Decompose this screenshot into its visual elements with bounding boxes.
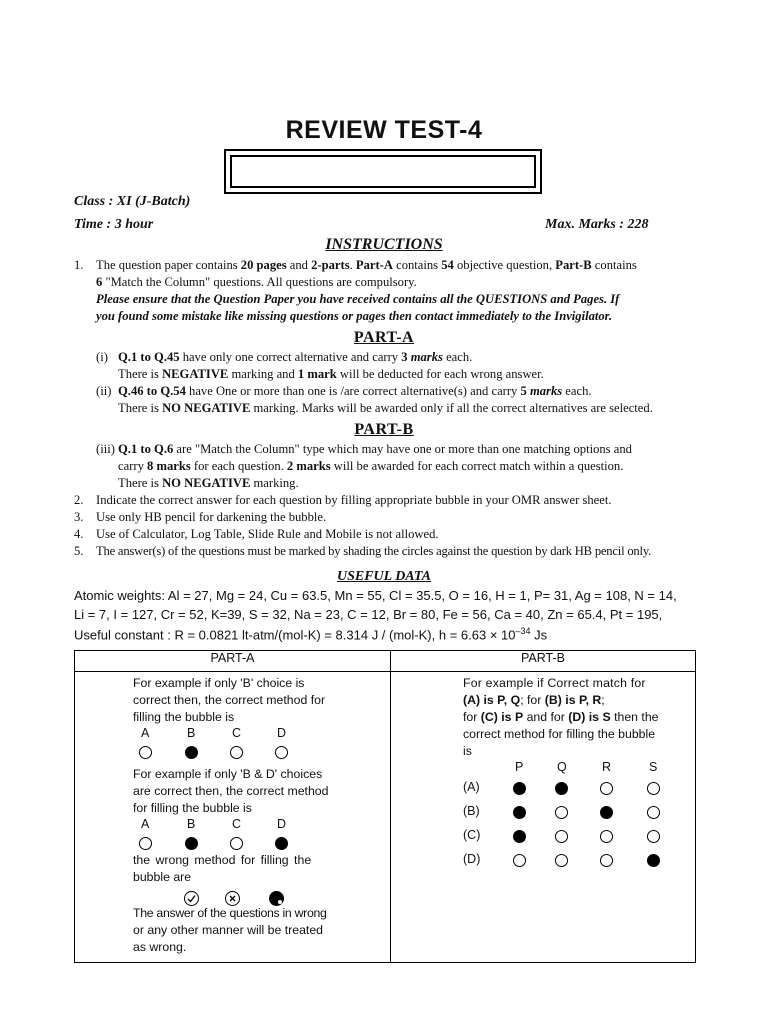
matrix-bubble bbox=[555, 830, 568, 843]
matrix-bubble bbox=[647, 830, 660, 843]
name-box-inner bbox=[230, 155, 536, 188]
cross-mark-bubble-icon bbox=[225, 891, 240, 906]
example-2-bubble-b bbox=[185, 837, 198, 850]
example-1-bubble-c bbox=[230, 746, 243, 759]
example-2-option-label-d: D bbox=[277, 817, 287, 831]
part-b-heading: PART-B bbox=[354, 421, 414, 438]
part-a-rule-i-line-2: There is NEGATIVE marking and 1 mark will be deducted for each wrong answer. bbox=[118, 367, 544, 381]
part-a-example-cell bbox=[75, 672, 391, 963]
part-b-rule-iii-line-2: carry 8 marks for each question. 2 marks will be awarded for each correct match within a question. bbox=[118, 459, 624, 473]
matrix-bubble bbox=[555, 782, 568, 795]
part-b-rule-iii: (iii) Q.1 to Q.6 are "Match the Column" type which may have one or more than one matching options and bbox=[96, 442, 632, 456]
instruction-4: 4. Use of Calculator, Log Table, Slide Rule and Mobile is not allowed. bbox=[74, 527, 439, 541]
matrix-row-label: (D) bbox=[463, 852, 481, 866]
instruction-1-line-1: 1. The question paper contains 20 pages and 2-parts. Part-A contains 54 objective question, Part-B contains bbox=[74, 258, 637, 272]
warning-line-2: you found some mistake like missing questions or pages then contact immediately to the Invigilator. bbox=[96, 309, 613, 323]
part-b-example-cell bbox=[391, 672, 696, 963]
partially-filled-bubble-icon bbox=[269, 891, 284, 906]
part-a-rule-ii: (ii) Q.46 to Q.54 have One or more than one is /are correct alternative(s) and carry 5 marks each. bbox=[96, 384, 592, 398]
part-a-rule-ii-line-2: There is NO NEGATIVE marking. Marks will be awarded only if all the correct alternatives are selected. bbox=[118, 401, 653, 415]
instruction-5: 5. The answer(s) of the questions must be marked by shading the circles against the question by dark HB pencil only. bbox=[74, 544, 652, 558]
matrix-bubble bbox=[600, 854, 613, 867]
example-2-text: For example if only 'B & D' choices are correct then, the correct method for filling the bubble is bbox=[133, 767, 329, 815]
part-b-column-header: PART-B bbox=[391, 651, 696, 672]
matrix-row-label: (A) bbox=[463, 780, 480, 794]
matrix-bubble bbox=[555, 806, 568, 819]
example-1-bubble-d bbox=[275, 746, 288, 759]
matrix-bubble bbox=[600, 830, 613, 843]
matrix-column-q: Q bbox=[557, 760, 567, 774]
matrix-column-r: R bbox=[602, 760, 612, 774]
matrix-row-label: (B) bbox=[463, 804, 480, 818]
matrix-bubble bbox=[513, 830, 526, 843]
wrong-answer-note: The answer of the questions in wrong or any other manner will be treated as wrong. bbox=[133, 906, 327, 954]
example-1-bubble-a bbox=[139, 746, 152, 759]
page-title: REVIEW TEST-4 bbox=[285, 116, 483, 144]
atomic-weights-line-1: Atomic weights: Al = 27, Mg = 24, Cu = 63.5, Mn = 55, Cl = 35.5, O = 16, H = 1, P= 31, Ag = 108, N = 14, bbox=[74, 588, 677, 603]
useful-constant: Useful constant : R = 0.0821 lt-atm/(mol-K) = 8.314 J / (mol-K), $h = 6.63 \times 10^{-34}$ Js bbox=[74, 626, 548, 643]
instruction-1-line-2: 6 "Match the Column" questions. All questions are compulsory. bbox=[96, 275, 417, 289]
part-a-rule-i: (i) Q.1 to Q.45 have only one correct alternative and carry 3 marks each. bbox=[96, 350, 473, 364]
example-1-option-label-b: B bbox=[187, 726, 196, 740]
matrix-row-label: (C) bbox=[463, 828, 481, 842]
example-1-option-label-d: D bbox=[277, 726, 287, 740]
wrong-method-text: the wrong method for filling the bubble are bbox=[133, 853, 312, 884]
matrix-bubble bbox=[513, 782, 526, 795]
matrix-bubble bbox=[513, 806, 526, 819]
instruction-2: 2. Indicate the correct answer for each question by filling appropriate bubble in your OMR answer sheet. bbox=[74, 493, 612, 507]
matrix-bubble bbox=[600, 782, 613, 795]
warning-line-1: Please ensure that the Question Paper you have received contains all the QUESTIONS and Pages. If bbox=[96, 292, 620, 306]
check-mark-bubble-icon bbox=[184, 891, 199, 906]
example-1-option-label-a: A bbox=[141, 726, 150, 740]
part-b-rule-iii-line-3: There is NO NEGATIVE marking. bbox=[118, 476, 299, 490]
example-1-option-label-c: C bbox=[232, 726, 242, 740]
matrix-bubble bbox=[647, 854, 660, 867]
example-2-option-label-c: C bbox=[232, 817, 242, 831]
matrix-bubble bbox=[555, 854, 568, 867]
max-marks: Max. Marks : 228 bbox=[545, 217, 649, 232]
atomic-weights-line-2: Li = 7, I = 127, Cr = 52, K=39, S = 32, Na = 23, C = 12, Br = 80, Fe = 56, Ca = 40, Zn = 65.4, Pt = 195, bbox=[74, 607, 663, 622]
part-b-example-text: For example if Correct match for (A) is P, Q; for (B) is P, R; for (C) is P and for (D) is S then the correct method for filling the bubble is bbox=[463, 676, 659, 758]
class-line: Class : XI (J-Batch) bbox=[74, 194, 191, 209]
example-1-bubble-b bbox=[185, 746, 198, 759]
matrix-bubble bbox=[513, 854, 526, 867]
matrix-bubble bbox=[647, 782, 660, 795]
item-number: 1. bbox=[74, 258, 84, 272]
example-2-bubble-d bbox=[275, 837, 288, 850]
instructions-heading: INSTRUCTIONS bbox=[325, 236, 443, 253]
matrix-bubble bbox=[647, 806, 660, 819]
time-line: Time : 3 hour bbox=[74, 217, 154, 232]
part-a-column-header: PART-A bbox=[75, 651, 391, 672]
instruction-3: 3. Use only HB pencil for darkening the bubble. bbox=[74, 510, 327, 524]
example-2-option-label-b: B bbox=[187, 817, 196, 831]
bubble-example-table bbox=[74, 650, 696, 963]
example-1-text: For example if only 'B' choice is correct then, the correct method for filling the bubble is bbox=[133, 676, 326, 724]
matrix-bubble bbox=[600, 806, 613, 819]
useful-data-heading: USEFUL DATA bbox=[336, 569, 431, 584]
matrix-column-s: S bbox=[649, 760, 658, 774]
part-a-heading: PART-A bbox=[353, 329, 415, 346]
example-2-bubble-a bbox=[139, 837, 152, 850]
example-2-bubble-c bbox=[230, 837, 243, 850]
example-2-option-label-a: A bbox=[141, 817, 150, 831]
matrix-column-p: P bbox=[515, 760, 524, 774]
